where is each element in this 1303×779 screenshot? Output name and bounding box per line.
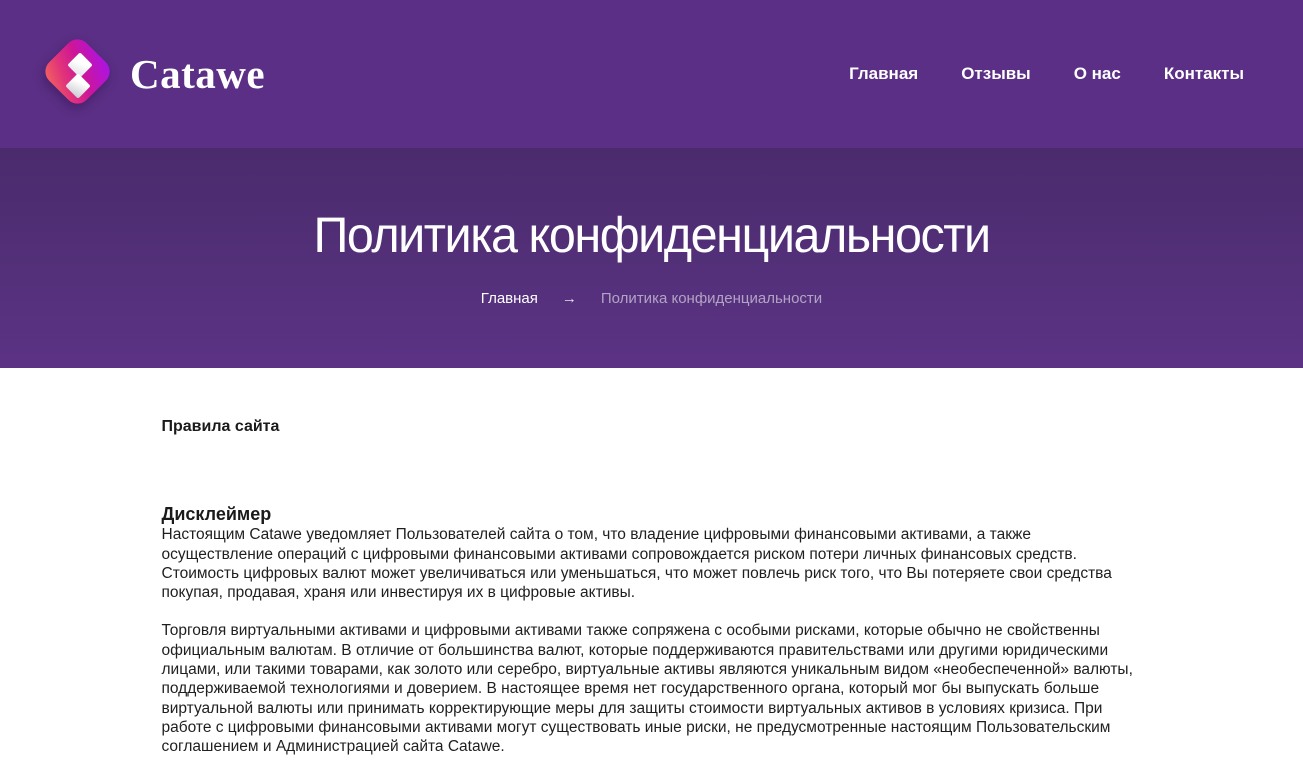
main-nav xyxy=(849,64,1244,84)
nav-item-home[interactable]: Главная xyxy=(849,64,919,83)
breadcrumb-home-link[interactable]: Главная xyxy=(480,289,538,307)
content-container xyxy=(162,418,1142,757)
nav-item-contacts[interactable]: Контакты xyxy=(1163,64,1244,83)
page-title: Политика конфиденциальности xyxy=(313,206,990,263)
rules-heading: Правила сайта xyxy=(161,418,280,435)
breadcrumb-current-page: Политика конфиденциальности xyxy=(600,289,823,307)
disclaimer-heading: Дисклеймер xyxy=(161,504,272,524)
disclaimer-paragraph xyxy=(162,503,1142,602)
hero-banner xyxy=(0,148,1303,368)
catawe-diamond-logo-icon xyxy=(38,32,118,116)
nav-item-about[interactable]: О нас xyxy=(1073,64,1121,83)
brand-logo[interactable] xyxy=(38,32,265,116)
disclaimer-text: Настоящим Catawe уведомляет Пользователей сайта о том, что владение цифровыми финансовыми активами, а также осуществление операций с цифровыми финансовыми активами сопровождается риском потери личных финансовых средств. Стоимость цифровых валют может увеличиваться или уменьшаться, что может повлечь риск того, что Вы потеряете свои средства покупая, продавая, храня или инвестируя их в цифровые активы. xyxy=(161,526,1112,602)
site-header xyxy=(0,0,1303,148)
breadcrumb xyxy=(481,290,822,307)
brand-name: Catawe xyxy=(130,51,266,97)
breadcrumb-arrow-icon: → xyxy=(561,289,577,307)
nav-item-reviews[interactable]: Отзывы xyxy=(961,64,1031,83)
risks-paragraph: Торговля виртуальными активами и цифровыми активами также сопряжена с особыми рисками, которые обычно не свойственны официальным валютам. В отличие от большинства валют, которые поддерживаются правительствами или другими юридическими лицами, или такими товарами, как золото или серебро, виртуальные активы являются уникальным видом «необеспеченной» валюты, поддерживаемой технологиями и доверием. В настоящее время нет государственного органа, который мог бы выпускать больше виртуальной валюты или принимать корректирующие меры для защиты стоимости виртуальных активов в условиях кризиса. При работе с цифровыми финансовыми активами могут существовать иные риски, не предусмотренные настоящим Пользовательским соглашением и Администрацией сайта Catawe. xyxy=(161,622,1133,756)
main-content xyxy=(0,368,1303,757)
